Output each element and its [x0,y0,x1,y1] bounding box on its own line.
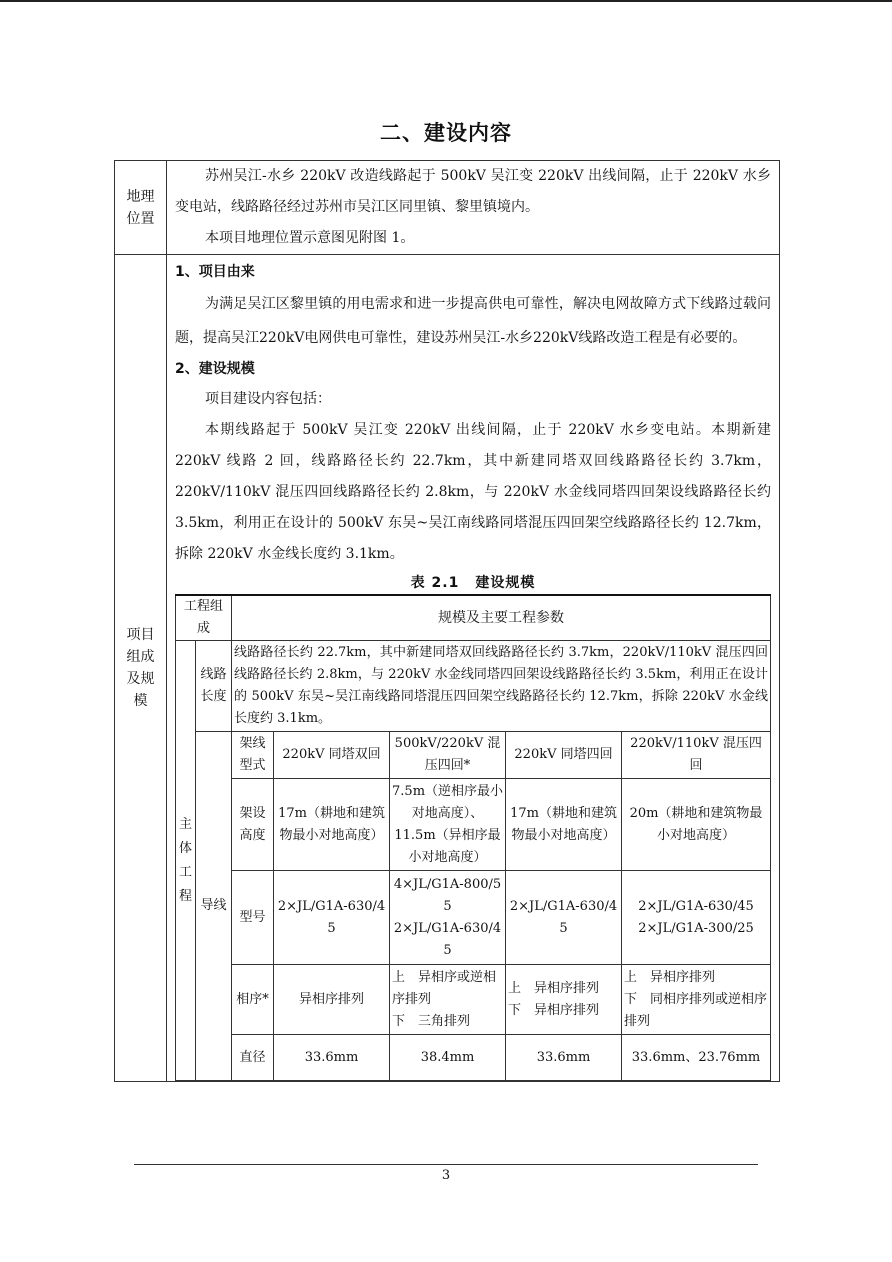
main-works-label: 主体工程 [176,641,196,1081]
line-length-label: 线路长度 [196,641,232,732]
model-cell-2: 4×JL/G1A-800/55 2×JL/G1A-630/45 [390,871,506,965]
table-caption-text: 建设规模 [475,575,536,591]
conductor-label: 导线 [196,732,232,1081]
model-cell-4: 2×JL/G1A-630/45 2×JL/G1A-300/25 [622,871,771,965]
diameter-cell-3: 33.6mm [506,1035,622,1081]
geo-paragraph-1: 苏州吴江-水乡 220kV 改造线路起于 500kV 吴江变 220kV 出线间隔，止于 220kV 水乡变电站，线路路径经过苏州市吴江区同里镇、黎里镇境内。 [175,168,771,215]
content-table [114,160,780,1082]
project-content [167,255,780,1082]
height-cell-4: 20m（耕地和建筑物最小对地高度） [622,779,771,871]
form-cell-2: 500kV/220kV 混压四回* [390,732,506,779]
project-label: 项目组成及规模 [115,255,167,1082]
diameter-cell-1: 33.6mm [274,1035,390,1081]
row-line-length [176,641,771,732]
form-cell-1: 220kV 同塔双回 [274,732,390,779]
origin-paragraph: 为满足吴江区黎里镇的用电需求和进一步提高供电可靠性，解决电网故障方式下线路过载问题，提高吴江220kV电网供电可靠性，建设苏州吴江-水乡220kV线路改造工程是有必要的。 [175,296,771,346]
phase-label: 相序* [232,965,274,1035]
height-cell-2: 7.5m（逆相序最小对地高度）、 11.5m（异相序最小对地高度） [390,779,506,871]
row-model [176,871,771,965]
scale-intro: 项目建设内容包括： [205,391,331,407]
section-heading-scale: 2、建设规模 [175,361,255,377]
header-composition: 工程组成 [176,595,232,641]
phase-cell-4: 上 异相序排列 下 同相序排列或逆相序排列 [622,965,771,1035]
top-border [0,0,892,2]
geo-content [167,161,780,255]
project-row [115,255,780,1082]
diameter-cell-4: 33.6mm、23.76mm [622,1035,771,1081]
section-heading-origin: 1、项目由来 [175,264,255,280]
table-caption-number: 表 2.1 [410,575,460,591]
phase-cell-1: 异相序排列 [274,965,390,1035]
height-cell-1: 17m（耕地和建筑物最小对地高度） [274,779,390,871]
row-erection-form [176,732,771,779]
row-diameter [176,1035,771,1081]
model-label: 型号 [232,871,274,965]
header-parameters: 规模及主要工程参数 [232,595,771,641]
page-number: 3 [441,1168,451,1183]
model-cell-1: 2×JL/G1A-630/45 [274,871,390,965]
scale-paragraph: 本期线路起于 500kV 吴江变 220kV 出线间隔，止于 220kV 水乡变电站。本期新建 220kV 线路 2 回，线路路径长约 22.7km，其中新建同塔双回线路路径长约 3.7km，220kV/110kV 混压四回线路路径长约 2.8km，与 220kV 水金线同塔四回架设线路路径长约 3.5km，利用正在设计的 500kV 东吴~吴江南线路同塔混压四回架空线路路径长约 12.7km，拆除 220kV 水金线长度约 3.1km。 [175,422,771,562]
model-cell-3: 2×JL/G1A-630/45 [506,871,622,965]
page-title: 二、建设内容 [380,121,512,145]
height-cell-3: 17m（耕地和建筑物最小对地高度） [506,779,622,871]
diameter-label: 直径 [232,1035,274,1081]
row-phase [176,965,771,1035]
height-label: 架设高度 [232,779,274,871]
diameter-cell-2: 38.4mm [390,1035,506,1081]
construction-scale-table [175,594,771,1081]
form-cell-4: 220kV/110kV 混压四回 [622,732,771,779]
geo-row [115,161,780,255]
line-length-value: 线路路径长约 22.7km，其中新建同塔双回线路路径长约 3.7km，220kV/110kV 混压四回线路路径长约 2.8km，与 220kV 水金线同塔四回架设线路路径长约 3.5km，利用正在设计的 500kV 东吴~吴江南线路同塔混压四回架空线路路径长约 12.7km，拆除 220kV 水金线长度约 3.1km。 [232,641,771,732]
erection-form-label: 架线型式 [232,732,274,779]
table-caption [175,572,771,592]
geo-label: 地理位置 [115,161,167,255]
footer-divider [134,1164,758,1165]
row-height [176,779,771,871]
table-header-row [176,595,771,641]
phase-cell-2: 上 异相序或逆相序排列 下 三角排列 [390,965,506,1035]
geo-paragraph-2: 本项目地理位置示意图见附图 1。 [205,230,415,246]
form-cell-3: 220kV 同塔四回 [506,732,622,779]
phase-cell-3: 上 异相序排列 下 异相序排列 [506,965,622,1035]
